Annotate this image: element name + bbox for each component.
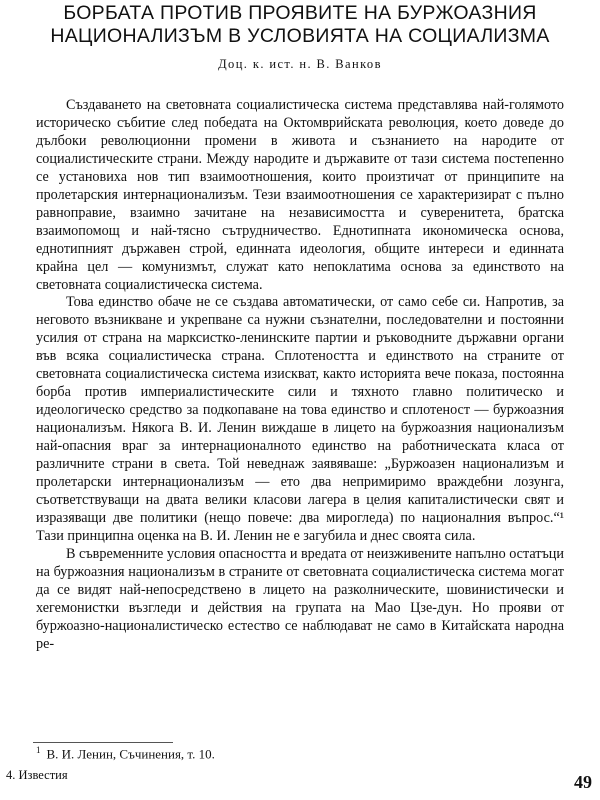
title-line-1: БОРБАТА ПРОТИВ ПРОЯВИТЕ НА БУРЖОАЗНИЯ <box>63 2 537 24</box>
paragraph-3: В съвременните условия опасността и вредата от неизживените напълно остатъци на буржоазния национализъм в страните от световната социалистическа система могат да се видят най-непосредствено в лицето на разколническите, шовинистически и хегемонистки възгледи и действия на групата на Мао Цзе-дун. Но прояви от буржоазно-националистическо естество се наблюдават не само в Китайската народна ре- <box>36 545 564 652</box>
paragraph-1: Създаването на световната социалистическа система представлява най-голямото историческо събитие след победата на Октомврийската революция, което доведе до дълбоки революционни промени в живота и съзнанието на народите от социалистическите страни. Между народите и държавите от тази система постепенно се установиха нов тип взаимоотношения, които произтичат от принципите на пролетарския интернационализъм. Тези взаимоотношения се характеризират с пълно равноправие, взаимно зачитане на независимостта и суверенитета, братска взаимопомощ и най-тясно сътрудничество. Еднотипната икономическа основа, еднотипният държавен строй, единната идеология, общите интереси и единната крайна цел — комунизмът, служат като непоклатима основа за единството на световната социалистическа система. <box>36 97 564 293</box>
article-body <box>36 97 564 654</box>
title-line-2: НАЦИОНАЛИЗЪМ В УСЛОВИЯТА НА СОЦИАЛИЗМА <box>50 25 550 47</box>
page-number: 49 <box>574 772 592 792</box>
author-line: Доц. к. ист. н. В. Ванков <box>218 57 382 71</box>
footnote-text: В. И. Ленин, Съчинения, т. 10. <box>46 746 215 762</box>
footnote-mark: 1 <box>36 745 41 755</box>
footnote <box>36 742 215 762</box>
paragraph-2: Това единство обаче не се създава автоматически, от само себе си. Напротив, за неговото възникване и укрепване са нужни съзнателни, последователни и постоянни усилия от страна на марксистко-ленинските партии и ръководните държавни органи във всяка социалистическа страна. Сплотеността и единството на страните от световната социалистическа система изискват, както историята вече показа, постоянна борба против империалистическите сили и тяхното главно политическо и идеологическо средство за подкопаване на това единство и сплотеност — буржоазния национализъм. Някога В. И. Ленин виждаше в лицето на буржоазния национализъм най-опасния враг за интернационалното единство на работническата класа от различните страни в света. Той неведнаж заявяваше: „Буржоазен национализъм и пролетарски интернационализъм — ето два непримиримо враждебни лозунга, съответствуващи на двата велики класови лагера в целия капиталистически свят и изразяващи две политики (нещо повече: два мирогледа) по националния въпрос.“¹ Тази принципна оценка на В. И. Ленин не е загубила и днес своята сила. <box>36 294 564 544</box>
article-title <box>30 2 570 48</box>
printer-signature: 4. Известия <box>6 768 68 782</box>
